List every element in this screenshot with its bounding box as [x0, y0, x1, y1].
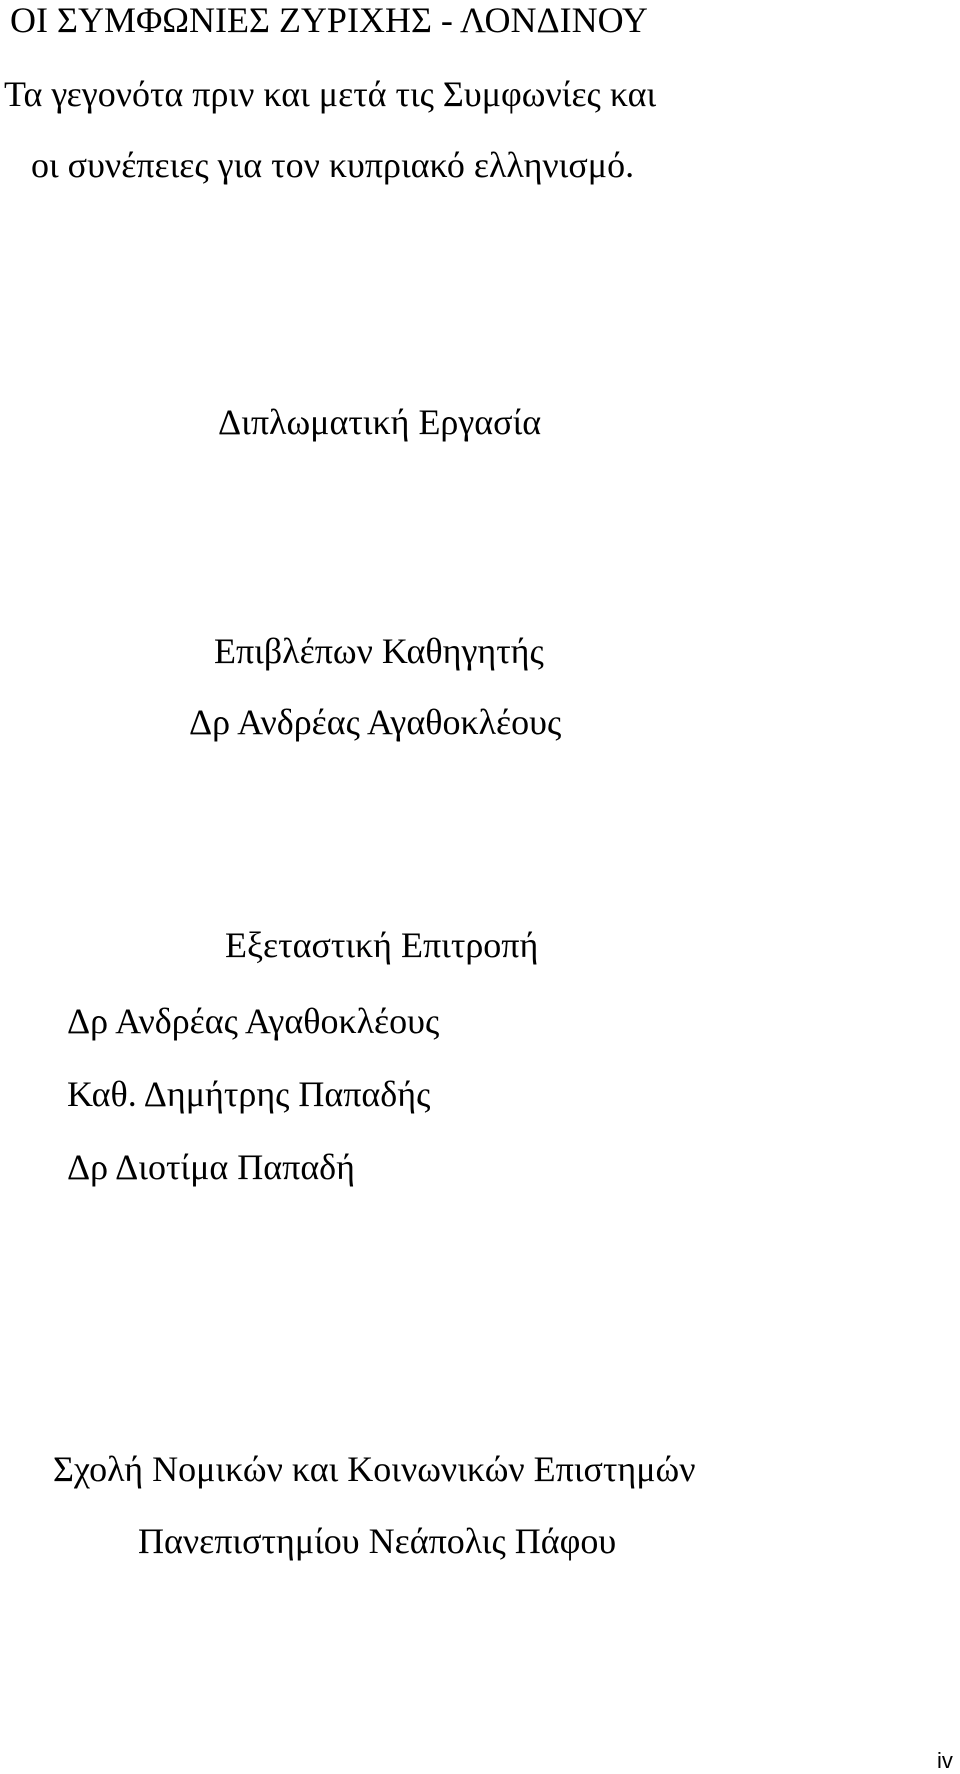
thesis-type: Διπλωματική Εργασία	[218, 402, 542, 442]
page-number: iv	[937, 1748, 953, 1773]
committee-member: Δρ Διοτίμα Παπαδή	[67, 1147, 355, 1187]
document-subtitle-line-2: οι συνέπειες για τον κυπριακό ελληνισμό.	[31, 145, 635, 185]
supervisor-heading: Επιβλέπων Καθηγητής	[214, 631, 544, 671]
supervisor-name: Δρ Ανδρέας Αγαθοκλέους	[189, 702, 562, 742]
document-subtitle-line-1: Τα γεγονότα πριν και μετά τις Συμφωνίες και	[4, 74, 657, 114]
committee-heading: Εξεταστική Επιτροπή	[225, 925, 539, 965]
school-name: Σχολή Νομικών και Κοινωνικών Επιστημών	[53, 1449, 696, 1489]
committee-member: Καθ. Δημήτρης Παπαδής	[67, 1074, 431, 1114]
document-title: ΟΙ ΣΥΜΦΩΝΙΕΣ ΖΥΡΙΧΗΣ - ΛΟΝΔΙΝΟΥ	[10, 0, 648, 40]
university-name: Πανεπιστημίου Νεάπολις Πάφου	[138, 1521, 617, 1561]
committee-member: Δρ Ανδρέας Αγαθοκλέους	[67, 1001, 440, 1041]
